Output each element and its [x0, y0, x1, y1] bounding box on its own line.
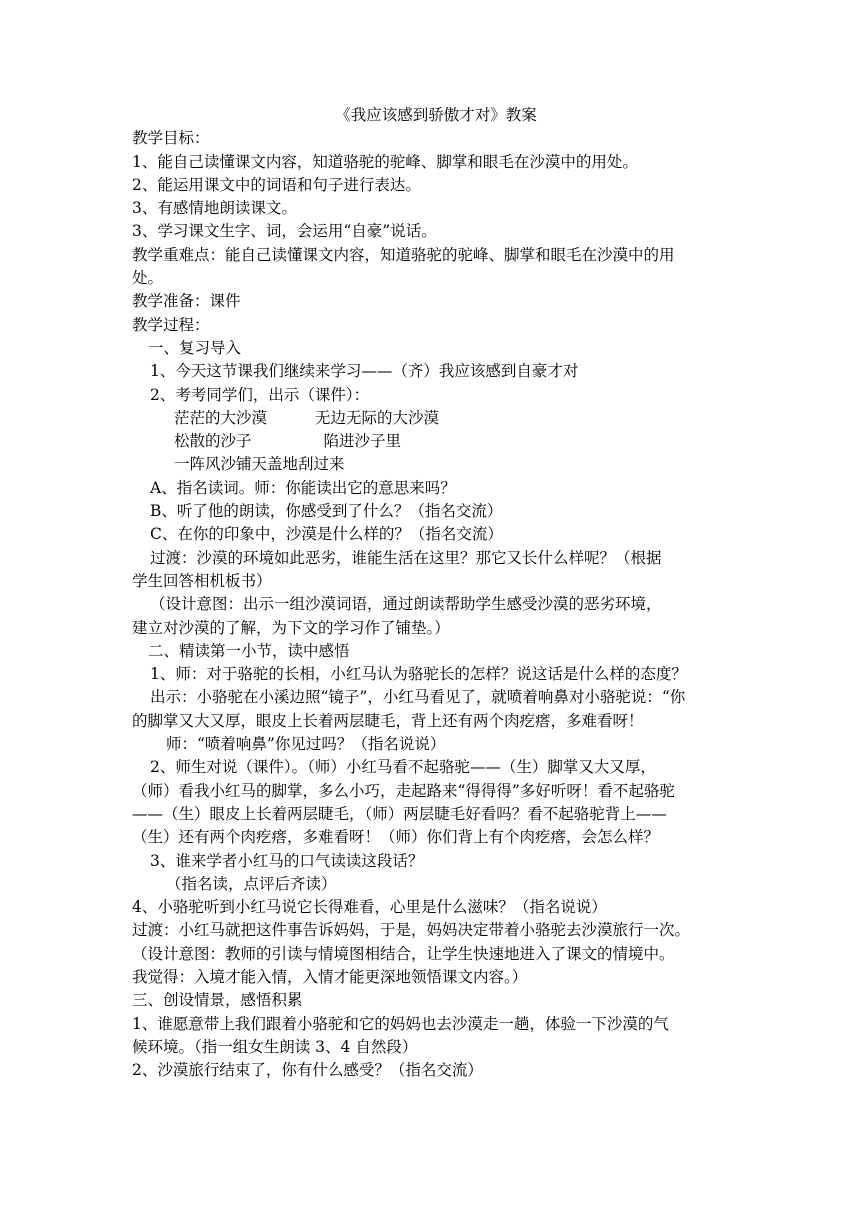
text-line: ——（生）眼皮上长着两层睫毛，（师）两层睫毛好看吗？看不起骆驼背上——: [132, 804, 667, 823]
text-line: 3、有感情地朗读课文。: [132, 199, 297, 218]
word-item: 一阵风沙铺天盖地刮过来: [174, 455, 345, 474]
text-line: 2、能运用课文中的词语和句子进行表达。: [132, 175, 421, 194]
text-line: 4、小骆驼听到小红马说它长得难看，心里是什么滋味？（指名说说）: [132, 898, 607, 917]
text-line: 2、师生对说（课件）。（师）小红马看不起骆驼——（生）脚掌又大又厚，: [150, 758, 656, 777]
design-note: 建立对沙漠的了解，为下文的学习作了铺垫。）: [132, 618, 450, 637]
subsection-heading: 二、精读第一小节，读中感悟: [148, 641, 350, 660]
text-line: 学生回答相机板书）: [132, 571, 272, 590]
text-line: A、指名读词。师：你能读出它的意思来吗？: [150, 478, 456, 497]
text-line: 候环境。（指一组女生朗读 3、4 自然段）: [132, 1037, 418, 1056]
design-note: 我觉得：入境才能入情，入情才能更深地领悟课文内容。）: [132, 967, 528, 986]
text-line: 处。: [132, 269, 164, 288]
document-body: [132, 104, 740, 1082]
text-line: （指名读，点评后齐读）: [166, 874, 337, 893]
word-item: 无边无际的大沙漠: [315, 408, 440, 427]
text-line: 师：“喷着响鼻”你见过吗？（指名说说）: [166, 735, 446, 754]
word-list-row: [132, 453, 740, 476]
text-line: 3、学习课文生字、词，会运用“自豪”说话。: [132, 222, 437, 241]
word-item: 松散的沙子: [174, 432, 252, 451]
text-line: 过渡：小红马就把这件事告诉妈妈，于是，妈妈决定带着小骆驼去沙漠旅行一次。: [132, 921, 691, 940]
section-heading: 教学目标：: [132, 129, 210, 148]
text-line: 1、师：对于骆驼的长相，小红马认为骆驼长的怎样？说这话是什么样的态度？: [150, 665, 687, 684]
text-line: 出示：小骆驼在小溪边照“镜子”，小红马看见了，就喷着响鼻对小骆驼说：“你: [150, 688, 686, 707]
text-line: （生）还有两个肉疙瘩，多难看呀！（师）你们背上有个肉疙瘩，会怎么样？: [132, 828, 660, 847]
text-line: 1、今天这节课我们继续来学习——（齐）我应该感到自豪才对: [150, 362, 579, 381]
design-note: （设计意图：出示一组沙漠词语，通过朗读帮助学生感受沙漠的恶劣环境，: [150, 595, 662, 614]
text-line: 3、谁来学者小红马的口气读读这段话？: [150, 851, 424, 870]
document-title: 《我应该感到骄傲才对》教案: [335, 106, 537, 124]
subsection-heading: 一、复习导入: [148, 338, 242, 357]
text-line: 的脚掌又大又厚，眼皮上长着两层睫毛，背上还有两个肉疙瘩，多难看呀！: [132, 711, 644, 730]
text-line: 过渡：沙漠的环境如此恶劣，谁能生活在这里？那它又长什么样呢？（根据: [150, 548, 662, 567]
text-line: B、听了他的朗读，你感受到了什么？（指名交流）: [150, 502, 503, 521]
text-line: C、在你的印象中，沙漠是什么样的？（指名交流）: [150, 525, 503, 544]
text-line: 2、考考同学们，出示（课件）：: [150, 385, 370, 404]
word-item: 茫茫的大沙漠: [174, 408, 268, 427]
text-line: 2、沙漠旅行结束了，你有什么感受？（指名交流）: [132, 1061, 483, 1080]
design-note: （设计意图：教师的引读与情境图相结合，让学生快速地进入了课文的情境中。: [132, 944, 675, 963]
word-item: 陷进沙子里: [323, 432, 402, 451]
text-line: （师）看我小红马的脚掌，多么小巧，走起路来“得得得”多好听呀！看不起骆驼: [132, 781, 675, 800]
text-line: 1、谁愿意带上我们跟着小骆驼和它的妈妈也去沙漠走一趟，体验一下沙漠的气: [132, 1014, 669, 1033]
text-line: 教学准备：课件: [132, 292, 241, 311]
word-list-row: [132, 430, 740, 453]
word-list-row: [132, 407, 740, 430]
text-line: 1、能自己读懂课文内容，知道骆驼的驼峰、脚掌和眼毛在沙漠中的用处。: [132, 152, 638, 171]
text-line: 教学重难点：能自己读懂课文内容，知道骆驼的驼峰、脚掌和眼毛在沙漠中的用: [132, 245, 675, 264]
subsection-heading: 三、创设情景，感悟积累: [132, 991, 303, 1010]
section-heading: 教学过程：: [132, 315, 210, 334]
